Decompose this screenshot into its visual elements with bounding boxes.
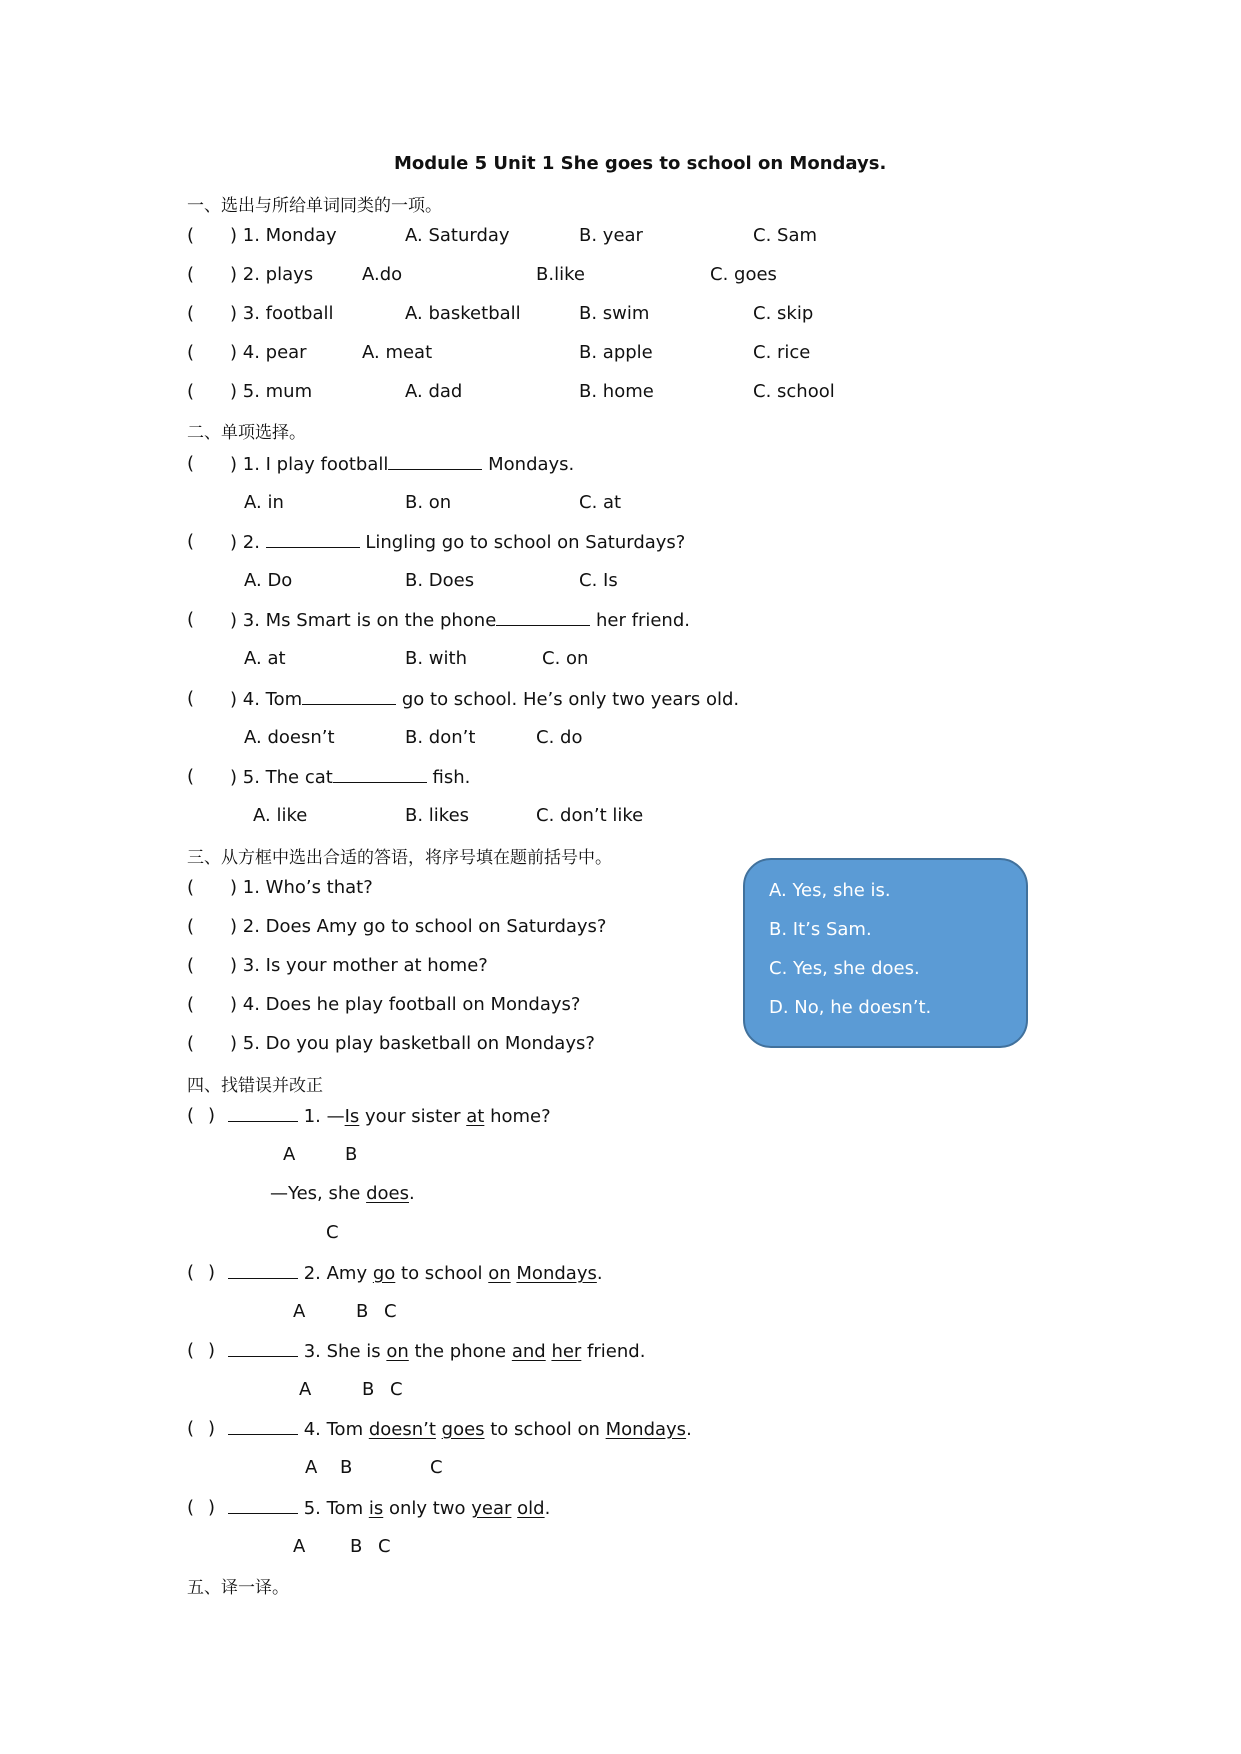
option-a: A. meat <box>362 342 433 363</box>
correction-blank[interactable] <box>228 1262 298 1279</box>
answer-paren[interactable]: ( <box>187 264 195 285</box>
question-text: 4. Tom doesn’t goes to school on Mondays. <box>228 1418 692 1440</box>
option-a: A. basketball <box>405 303 521 324</box>
answer-paren[interactable]: ( <box>187 225 195 246</box>
section1-heading: 一、选出与所给单词同类的一项。 <box>187 196 442 216</box>
answer-option: A. Yes, she is. <box>769 880 891 901</box>
page-title: Module 5 Unit 1 She goes to school on Mondays. <box>394 153 887 174</box>
option-b: B. with <box>405 648 467 669</box>
question-text: ) 1. Monday <box>230 225 337 246</box>
answer-paren[interactable]: ( ) <box>187 1340 216 1361</box>
error-label-a: A <box>299 1379 312 1400</box>
section3-heading: 三、从方框中选出合适的答语，将序号填在题前括号中。 <box>187 848 612 868</box>
question-text: ) 3. Ms Smart is on the phone her friend. <box>230 610 690 631</box>
error-label-b: B <box>362 1379 375 1400</box>
error-label-a: A <box>283 1144 296 1165</box>
correction-blank[interactable] <box>228 1105 298 1122</box>
option-a: A. Saturday <box>405 225 510 246</box>
answer-paren[interactable]: ( <box>187 453 195 474</box>
question-text: ) 1. I play football Mondays. <box>230 454 575 475</box>
question-text: ) 4. pear <box>230 342 307 363</box>
option-c: C. at <box>579 492 622 513</box>
question-text: ) 2. Does Amy go to school on Saturdays? <box>230 916 607 937</box>
question-text: ) 4. Does he play football on Mondays? <box>230 994 581 1015</box>
option-c: C. do <box>536 727 583 748</box>
answer-paren[interactable]: ( <box>187 766 195 787</box>
section4-heading: 四、找错误并改正 <box>187 1076 323 1096</box>
option-a: A. in <box>244 492 284 513</box>
error-label-c: C <box>390 1379 403 1400</box>
option-a: A. Do <box>244 570 293 591</box>
option-b: B. year <box>579 225 643 246</box>
answer-paren[interactable]: ( ) <box>187 1105 216 1126</box>
answer-paren[interactable]: ( ) <box>187 1262 216 1283</box>
option-c: C. skip <box>753 303 814 324</box>
answer-paren[interactable]: ( <box>187 916 195 937</box>
option-b: B.like <box>536 264 585 285</box>
question-text: ) 4. Tom go to school. He’s only two years old. <box>230 689 740 710</box>
option-a: A. dad <box>405 381 463 402</box>
blank-line[interactable] <box>302 688 396 705</box>
error-label-c: C <box>326 1222 339 1243</box>
question-text: ) 5. Do you play basketball on Mondays? <box>230 1033 595 1054</box>
answer-paren[interactable]: ( ) <box>187 1418 216 1439</box>
answer-paren[interactable]: ( <box>187 381 195 402</box>
answer-paren[interactable]: ( <box>187 342 195 363</box>
error-label-c: C <box>378 1536 391 1557</box>
option-b: B. on <box>405 492 452 513</box>
question-text: 1. —Is your sister at home? <box>228 1105 551 1127</box>
error-label-b: B <box>350 1536 363 1557</box>
answer-option-box <box>743 858 1028 1048</box>
option-b: B. don’t <box>405 727 476 748</box>
question-text: 2. Amy go to school on Mondays. <box>228 1262 603 1284</box>
answer-paren[interactable]: ( <box>187 303 195 324</box>
blank-line[interactable] <box>496 609 590 626</box>
question-text: ) 5. mum <box>230 381 313 402</box>
option-a: A. at <box>244 648 286 669</box>
error-label-a: A <box>305 1457 318 1478</box>
error-label-b: B <box>345 1144 358 1165</box>
question-text: ) 3. Is your mother at home? <box>230 955 488 976</box>
error-label-c: C <box>430 1457 443 1478</box>
question-text: ) 5. The cat fish. <box>230 767 471 788</box>
option-b: B. home <box>579 381 654 402</box>
option-c: C. school <box>753 381 835 402</box>
correction-blank[interactable] <box>228 1340 298 1357</box>
answer-option: D. No, he doesn’t. <box>769 997 932 1018</box>
correction-blank[interactable] <box>228 1497 298 1514</box>
question-text: ) 2. plays <box>230 264 314 285</box>
answer-paren[interactable]: ( <box>187 955 195 976</box>
option-c: C. goes <box>710 264 777 285</box>
option-a: A.do <box>362 264 403 285</box>
question-text: 5. Tom is only two year old. <box>228 1497 550 1519</box>
option-c: C. don’t like <box>536 805 644 826</box>
error-label-b: B <box>340 1457 353 1478</box>
option-c: C. rice <box>753 342 811 363</box>
option-b: B. apple <box>579 342 653 363</box>
question-text: ) 1. Who’s that? <box>230 877 373 898</box>
option-a: A. like <box>253 805 308 826</box>
answer-paren[interactable]: ( <box>187 609 195 630</box>
answer-paren[interactable]: ( <box>187 531 195 552</box>
question-text: 3. She is on the phone and her friend. <box>228 1340 645 1362</box>
question-text: ) 2. Lingling go to school on Saturdays? <box>230 532 686 553</box>
answer-paren[interactable]: ( <box>187 877 195 898</box>
answer-paren[interactable]: ( <box>187 688 195 709</box>
section2-heading: 二、单项选择。 <box>187 423 306 443</box>
blank-line[interactable] <box>388 453 482 470</box>
option-c: C. on <box>542 648 589 669</box>
option-a: A. doesn’t <box>244 727 335 748</box>
answer-paren[interactable]: ( <box>187 994 195 1015</box>
answer-text: —Yes, she does. <box>270 1183 415 1204</box>
answer-option: C. Yes, she does. <box>769 958 920 979</box>
correction-blank[interactable] <box>228 1418 298 1435</box>
answer-paren[interactable]: ( ) <box>187 1497 216 1518</box>
error-label-b: B <box>356 1301 369 1322</box>
option-c: C. Is <box>579 570 618 591</box>
option-b: B. swim <box>579 303 650 324</box>
blank-line[interactable] <box>266 531 360 548</box>
error-label-a: A <box>293 1301 306 1322</box>
section5-heading: 五、译一译。 <box>187 1578 289 1598</box>
error-label-a: A <box>293 1536 306 1557</box>
option-c: C. Sam <box>753 225 818 246</box>
question-text: ) 3. football <box>230 303 334 324</box>
error-label-c: C <box>384 1301 397 1322</box>
option-b: B. likes <box>405 805 470 826</box>
answer-option: B. It’s Sam. <box>769 919 872 940</box>
blank-line[interactable] <box>333 766 427 783</box>
answer-paren[interactable]: ( <box>187 1033 195 1054</box>
option-b: B. Does <box>405 570 475 591</box>
